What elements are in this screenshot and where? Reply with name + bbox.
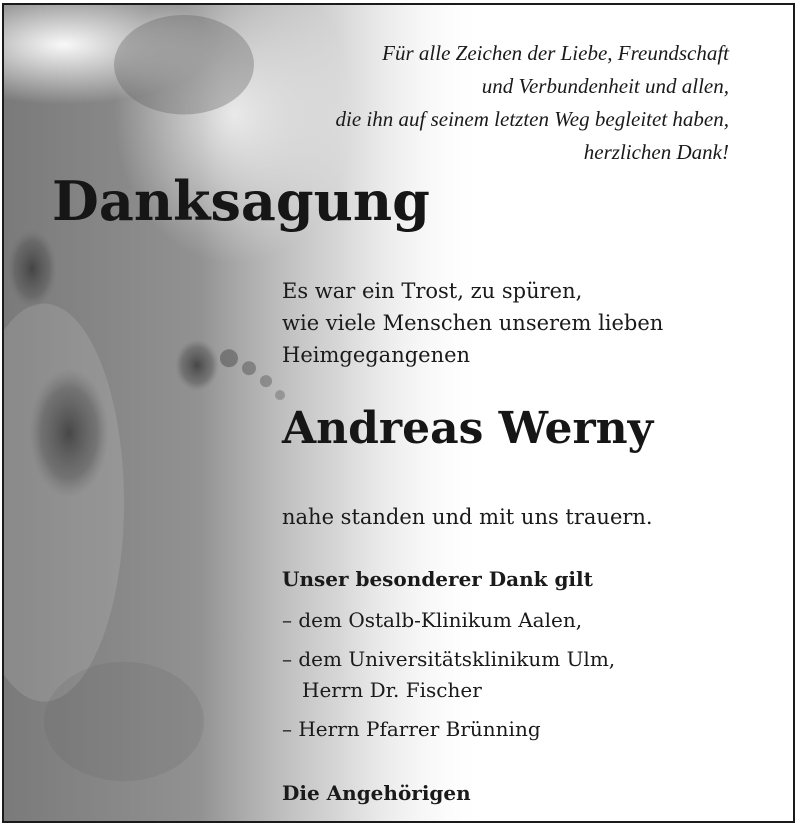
thanks-item-line: – dem Ostalb-Klinikum Aalen, [282, 608, 583, 632]
thanks-item [282, 605, 742, 636]
thanks-item-subline: Herrn Dr. Fischer [302, 678, 482, 702]
thanks-item-line: – Herrn Pfarrer Brünning [282, 717, 541, 741]
thanks-item [282, 714, 742, 745]
deceased-name: Andreas Werny [282, 403, 654, 454]
intro-line: wie viele Menschen unserem lieben [282, 311, 664, 335]
notice-title: Danksagung [52, 169, 430, 233]
quote-line: die ihn auf seinem letzten Weg begleitet haben, [335, 107, 729, 131]
thanks-list [282, 605, 742, 753]
intro-line: Es war ein Trost, zu spüren, [282, 279, 583, 303]
thanks-heading: Unser besonderer Dank gilt [282, 567, 593, 591]
thanks-item-line: – dem Universitätsklinikum Ulm, [282, 647, 616, 671]
quote-line: und Verbundenheit und allen, [481, 74, 729, 98]
intro-line: Heimgegangenen [282, 343, 471, 367]
gratitude-quote [169, 37, 729, 169]
obituary-notice [2, 3, 795, 823]
thanks-item [282, 644, 742, 706]
quote-line: Für alle Zeichen der Liebe, Freundschaft [382, 41, 729, 65]
signature: Die Angehörigen [282, 781, 471, 805]
after-name-text: nahe standen und mit uns trauern. [282, 505, 653, 529]
intro-text [282, 275, 663, 371]
quote-line: herzlichen Dank! [583, 140, 729, 164]
